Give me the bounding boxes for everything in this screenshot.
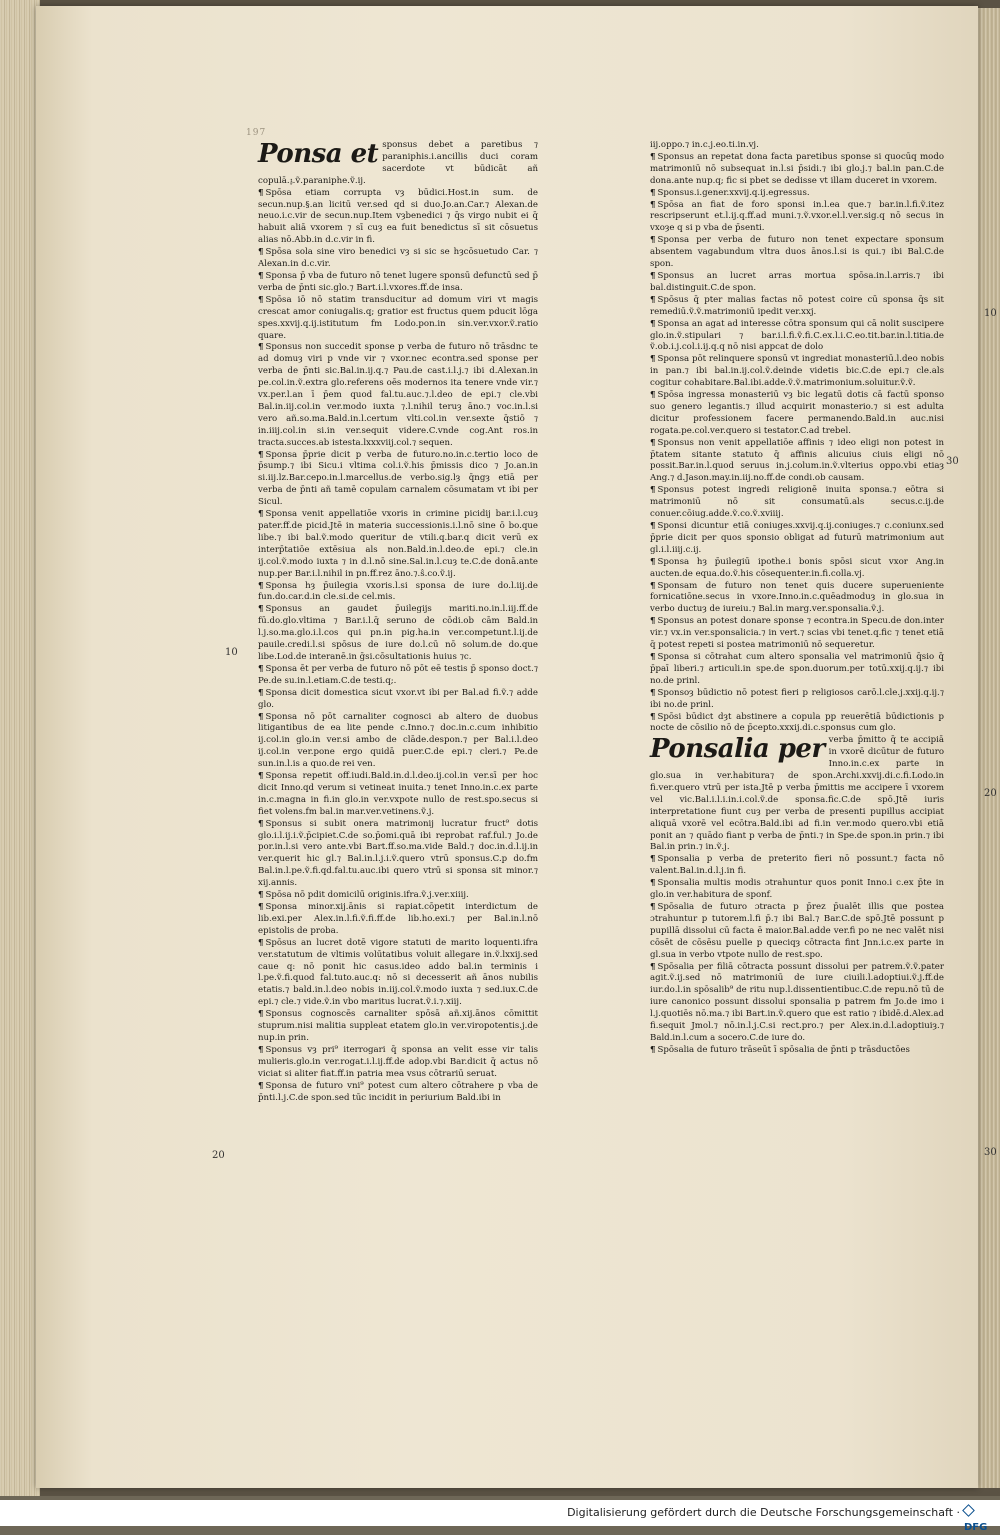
entry-paragraph bbox=[258, 712, 538, 772]
entry-text: Sponsa de futuro vni⁹ potest cum altero cōtrahere p vba de p̄nti.l.j.C.de spon.sed tūc incidit in periurium Bald.ibi in bbox=[258, 1080, 538, 1103]
entry-paragraph bbox=[258, 771, 538, 819]
pilcrow-icon: ¶ bbox=[650, 151, 656, 162]
entry-paragraph bbox=[258, 688, 538, 712]
entry-text: Sponsus non succedit sponse p verba de futuro nō trāsdnc te ad domuȝ viri p vnde vir ⁊ vxor.nec econtra.sed sponse per verba de p̄nti sic.Bal.in.ij.q.⁊ Pau.de cast.i.l.j.⁊ ibi d.Alexan.in pe.col.in.ṽ.extra glo.referens oēs modernos ita tenere vnde vir.⁊ vx.per.l.an ī p̄em quod fal.tu.auc.⁊.l.deo de epi.⁊ cle.vbi Bal.in.iij.col.in ver.modo iuxta ⁊.l.nihil teruȝ āno.⁊ voc.in.l.si vero añ.so.ma.Bald.in.l.certum vlti.col.in ver.sexte q̄stiō ⁊ in.iiij.col.in si.in ver.sequit videre.C.vnde cog.Ant ros.in tracta.succes.ab istesta.lxxxviij.col.⁊ sequen. bbox=[258, 342, 538, 448]
entry-text: Sponsa p̄prie dicit p verba de futuro.no.in.c.tertio loco de p̄sump.⁊ ibi Sicu.i vltima col.i.ṽ.his p̄missis dico ⁊ Jo.an.in si.iij.lz.Bar.cepo.in.l.marcellus.de verbo.sig.lȝ q̄ngȝ etiā per verba de p̄nti añ tamē copulam carnalem cōsumatam vt ibi per Sicul. bbox=[258, 449, 538, 508]
folio-number: 197 bbox=[246, 128, 267, 138]
pilcrow-icon: ¶ bbox=[650, 616, 656, 627]
pilcrow-icon: ¶ bbox=[650, 354, 656, 365]
margin-number-left-10: 10 bbox=[225, 647, 238, 658]
entry-paragraph bbox=[650, 616, 944, 652]
entry-paragraph bbox=[650, 319, 944, 355]
pilcrow-icon: ¶ bbox=[650, 390, 656, 401]
entry-text: Sponsa hȝ p̄uilegia vxoris.l.si sponsa de iure do.l.iij.de fun.do.car.d.in cle.si.de cel.mis. bbox=[258, 580, 538, 603]
entry-paragraph bbox=[650, 354, 944, 390]
pilcrow-icon: ¶ bbox=[258, 687, 264, 698]
entry-text: Sponsa hȝ p̄uilegiū ipothe.i bonis spōsi sicut vxor Ang.in aucten.de equa.do.ṽ.his cōsequenter.in.fi.colla.vj. bbox=[650, 556, 944, 579]
margin-number-right-30: 30 bbox=[984, 1147, 997, 1158]
entry-paragraph bbox=[650, 271, 944, 295]
entry-paragraph bbox=[258, 509, 538, 580]
entry-paragraph bbox=[258, 664, 538, 688]
pilcrow-icon: ¶ bbox=[650, 187, 656, 198]
pilcrow-icon: ¶ bbox=[258, 890, 264, 901]
pilcrow-icon: ¶ bbox=[258, 818, 264, 829]
entry-text: Spōsus q̄ pter malias factas nō potest coire cū sponsa q̄s sit remediū.ṽ.ṽ.matrimoniū ipedit ver.xxj. bbox=[650, 294, 944, 317]
margin-number-mid-30: 30 bbox=[946, 456, 959, 467]
entry-paragraph bbox=[258, 819, 538, 890]
entry-text: Sponsus an repetat dona facta paretibus sponse si quocūq modo matrimoniū nō subsequat in.l.si p̄sidi.⁊ ibi glo.j.⁊ bal.in pan.C.de dona.ante nup.q; fic si pbet se dedisse vt illam duceret in vxorem. bbox=[650, 151, 944, 186]
entry-text: Sponsus si subit onera matrimonij lucratur fruct⁹ dotis glo.i.l.ij.i.ṽ.p̄cipiet.C.de so.p̄omi.quā ibi reprobat raf.ful.⁊ Jo.de por.in.l.si vero ante.vbi Bart.ff.so.ma.vide Bald.⁊ doc.in.d.l.ij.in ver.querit hic gl.⁊ Bal.in.l.j.i.ṽ.quero vtrū sponsus.C.p do.fm Bal.in.l.pe.ṽ.fi.qd.fal.tu.auc.ibi quero vtrū si sponsa sit minor.⁊ xij.annis. bbox=[258, 818, 538, 889]
left-entries bbox=[258, 140, 538, 1104]
pilcrow-icon: ¶ bbox=[650, 318, 656, 329]
entry-paragraph bbox=[258, 902, 538, 938]
entry-paragraph bbox=[650, 962, 944, 1045]
entry-text: Sponsa si cōtrahat cum altero sponsalia vel matrimoniū q̄sio q̄ p̄paī liberi.⁊ articuli.in spe.de spon.duorum.per totū.xxij.q.ij.⁊ ibi no.de prinl. bbox=[650, 651, 944, 686]
pilcrow-icon: ¶ bbox=[650, 270, 656, 281]
entry-text: Spōsus an lucret dotē vigore statuti de marito loquenti.ifra ver.statutum de vltimis volūtatibus voluit allegare in.ṽ.lxxij.sed caue q: nō ponit hic casus.ideo addo bal.in terminis i l.pe.ṽ.fi.quod fal.tuto.auc.q: nō si decesserit añ ānos nubilis etatis.⁊ bald.in.l.deo nobis in.iij.col.ṽ.modo iuxta ⁊ sed.iux.C.de epi.⁊ cle.⁊ vide.ṽ.in vbo maritus lucrat.ṽ.i.⁊.xiij. bbox=[258, 937, 538, 1008]
entry-paragraph bbox=[650, 557, 944, 581]
entry-text: Sponsus potest ingredi religionē inuita sponsa.⁊ eōtra si matrimoniū nō sit consumatū.als secus.c.ij.de conuer.cōiug.adde.ṽ.co.ṽ.xviiij. bbox=[650, 485, 944, 520]
entry-paragraph bbox=[258, 938, 538, 1009]
entry-text: Sponsus.i.gener.xxvij.q.ij.egressus. bbox=[657, 187, 810, 198]
right-entries bbox=[650, 140, 944, 735]
entry-text: Spōsalia per filiā cōtracta possunt dissolui per patrem.ṽ.ṽ.pater agit.ṽ.ij.sed nō matrimoniū de iure ciuili.l.adoptiui.ṽ.j.ff.de iur.do.l.in spōsalib⁹ de ritu nup.l.dissentientibuc.C.de repu.nō tū de iure canonico possunt dissolui sponsalia p patrem fm Jo.de imo i l.j.quotiēs nō.ma.⁊ ibi Bart.in.ṽ.quero que est ratio ⁊ ibidē.d.Alex.ad fi.sequit Jmol.⁊ nō.in.l.j.C.si rect.pro.⁊ per Alex.in.d.l.adoptiuiȝ.⁊ Bald.in.l.cum a socero.C.de iure do. bbox=[650, 961, 944, 1043]
pilcrow-icon: ¶ bbox=[650, 961, 656, 972]
entry-paragraph bbox=[650, 140, 944, 152]
entry-paragraph bbox=[258, 342, 538, 449]
lemma-heading-right: Ponsalia per bbox=[650, 734, 825, 765]
entry-paragraph bbox=[650, 652, 944, 688]
entry-paragraph bbox=[258, 295, 538, 343]
entry-text: iij.oppo.⁊ in.c.j.eo.ti.in.vj. bbox=[650, 140, 759, 150]
entry-paragraph bbox=[650, 1045, 944, 1057]
entry-paragraph bbox=[650, 521, 944, 557]
entry-text: Sponsa pōt relinquere sponsū vt ingrediat monasteriū.l.deo nobis in pan.⁊ ibi bal.in.ij.col.ṽ.deinde videtis bic.C.de epi.⁊ cle.als cogitur cohabitare.Bal.ibi.adde.ṽ.ṽ.matrimonium.soluitur.ṽ.ṽ. bbox=[650, 354, 944, 389]
entry-paragraph bbox=[650, 200, 944, 236]
entry-text: Spōsalia de futuro ɔtracta p p̄rez p̄ualēt illis que postea ɔtrahuntur p tutorem.l.fi p̄.⁊ ibi Bal.⁊ Bar.C.de spō.Jtē possunt p pupillā dissolui cū facta ē maior.Bal.adde ver.fi po ne nec valēt nisi cōsēt de cōsēsu puelle p queciqȝ cōtracta fint Jnn.i.c.ex parte in gl.sua in verbo vtpote nullo de rest.spo. bbox=[650, 902, 944, 960]
pilcrow-icon: ¶ bbox=[258, 1080, 264, 1091]
entry-paragraph bbox=[650, 438, 944, 486]
pilcrow-icon: ¶ bbox=[258, 937, 264, 948]
entry-text: Sponsa nō pōt carnaliter cognosci ab altero de duobus litigantibus de ea lite pende c.Inno.⁊ doc.in.c.cum inhibitio ij.col.in glo.in ver.si ambo de clāde.despon.⁊ per Bal.i.l.deo ij.col.in ver.pone ergo quidā puer.C.de epi.⁊ cleri.⁊ Pe.de sun.in.l.is a quo.de rei ven. bbox=[258, 711, 538, 770]
entry-paragraph bbox=[258, 271, 538, 295]
entry-text: Spōsa iō nō statim transducitur ad domum viri vt magis crescat amor coniugalis.q; gratior est fructus quem pducit lōga spes.xxvij.q.ij.istitutum fm Lodo.pon.in sin.ver.vxor.ṽ.ratio quare. bbox=[258, 294, 538, 341]
entry-text: Sponsus an lucret arras mortua spōsa.in.l.arris.⁊ ibi bal.distinguit.C.de spon. bbox=[650, 270, 944, 293]
pilcrow-icon: ¶ bbox=[258, 342, 264, 353]
footer-bar bbox=[0, 1500, 1000, 1533]
pilcrow-icon: ¶ bbox=[258, 270, 264, 281]
entry-text: Spōsa etiam corrupta vȝ būdici.Host.in sum. de secun.nup.§.an licitū ver.sed qd si duo.Jo.an.Car.⁊ Alexan.de neuo.i.c.vir de secun.nup.Item vȝbenedici ⁊ q̄s virgo nubit ei q̄ habuit aliā vxorem ⁊ sī cuȝ ea fuit benedictus sī sit cōsuetus alias nō.Abb.in d.c.vir in fi. bbox=[258, 187, 538, 246]
entry-text: Sponsa ēt per verba de futuro nō pōt eē testis p̄ sponso doct.⁊ Pe.de su.in.l.etiam.C.de testi.q;. bbox=[258, 663, 538, 686]
entry-paragraph bbox=[258, 188, 538, 248]
entry-paragraph bbox=[650, 878, 944, 902]
entry-text: Sponsoȝ būdictio nō potest fieri p religiosos carō.l.cle.j.xxij.q.ij.⁊ ibi no.de prinl. bbox=[650, 687, 944, 710]
entry-paragraph bbox=[258, 247, 538, 271]
pilcrow-icon: ¶ bbox=[258, 449, 264, 460]
pilcrow-icon: ¶ bbox=[258, 247, 264, 258]
pilcrow-icon: ¶ bbox=[650, 556, 656, 567]
pilcrow-icon: ¶ bbox=[258, 294, 264, 305]
entry-text: Spōsa ingressa monasteriū vȝ bic legatū dotis cā factū sponso suo genero legantis.⁊ illud acquirit monasterio.⁊ si est adulta dicitur professionem facere permanendo.Bald.in auc.nisi rogata.pe.col.ver.quero si testator.C.ad trebel. bbox=[650, 390, 944, 436]
entry-paragraph bbox=[650, 902, 944, 962]
lemma-heading-left: Ponsa et bbox=[258, 139, 379, 169]
entry-text: Spōsi būdict dȝt abstinere a copula pp reuerētiā būdictionis p nocte de cōsilio nō de p̄cepto.xxxij.di.c.sponsus cum glo. bbox=[650, 711, 944, 734]
entry-paragraph bbox=[650, 188, 944, 200]
right-entries-2 bbox=[650, 735, 944, 1056]
pilcrow-icon: ¶ bbox=[650, 199, 656, 210]
pilcrow-icon: ¶ bbox=[258, 604, 264, 615]
pilcrow-icon: ¶ bbox=[650, 902, 656, 912]
dfg-diamond-icon bbox=[962, 1504, 975, 1517]
entry-paragraph bbox=[650, 485, 944, 521]
pilcrow-icon: ¶ bbox=[650, 521, 656, 531]
entry-text: Spōsa nō pdit domicilū originis.ifra.ṽ.j.ver.xiiij. bbox=[265, 890, 469, 901]
pilcrow-icon: ¶ bbox=[258, 1009, 264, 1020]
entry-text: Sponsus an potest donare sponse ⁊ econtra.in Specu.de don.inter vir.⁊ vx.in ver.sponsalicia.⁊ in vert.⁊ scias vbi tenet.q.fic ⁊ tenet etiā q̄ potest repeti si postea matrimoniū nō sequeretur. bbox=[650, 616, 944, 651]
entry-text: Sponsalia multis modis ɔtrahuntur quos ponit Inno.i c.ex p̄te in glo.in ver.habitura de sponf. bbox=[650, 878, 944, 901]
entry-paragraph bbox=[650, 854, 944, 878]
dfg-logo-text: DFG bbox=[964, 1522, 988, 1533]
footer-credit: Digitalisierung gefördert durch die Deutsche Forschungsgemeinschaft · bbox=[567, 1506, 960, 1519]
entry-paragraph bbox=[650, 235, 944, 271]
right-text-column bbox=[650, 140, 944, 1057]
entry-paragraph bbox=[650, 390, 944, 438]
entry-text: Sponsalia p verba de preterito fieri nō possunt.⁊ facta nō valent.Bal.in.d.l.j.in fi. bbox=[650, 854, 944, 877]
dfg-logo bbox=[964, 1505, 994, 1533]
entry-text: Sponsa repetit off.iudi.Bald.in.d.l.deo.ij.col.in ver.sī per hoc dicit Inno.qd verum si vetineat inuita.⁊ tenet Inno.in.c.ex parte in.c.magna in fi.in glo.in ver.vxpote nullo de rest.spo.secus si fiet volens.fm bal.in mar.ver.vetinens.ṽ.j. bbox=[258, 771, 538, 817]
entry-text: Sponsa an agat ad interesse cōtra sponsum qui cā nolit suscipere glo.in.ṽ.stipulari ⁊ bar.i.l.fi.ṽ.fi.C.ex.l.i.C.eo.tit.bar.in.l.titia.de ṽ.ob.i.j.col.i.ij.q.q nō nisi appcat de dolo bbox=[650, 318, 944, 353]
pilcrow-icon: ¶ bbox=[650, 854, 656, 865]
entry-paragraph bbox=[650, 295, 944, 319]
pilcrow-icon: ¶ bbox=[258, 902, 264, 912]
entry-paragraph bbox=[258, 450, 538, 510]
entry-paragraph bbox=[258, 1045, 538, 1081]
pilcrow-icon: ¶ bbox=[650, 580, 656, 591]
entry-paragraph bbox=[650, 152, 944, 188]
entry-paragraph bbox=[258, 890, 538, 902]
entry-paragraph bbox=[258, 581, 538, 605]
margin-number-left-20: 20 bbox=[212, 1150, 225, 1161]
left-page-edges bbox=[0, 0, 40, 1496]
pilcrow-icon: ¶ bbox=[258, 711, 264, 722]
entry-text: Sponsus non venit appellatiōe affinis ⁊ ideo eligi non potest in p̄tatem sitante statuto q̄ affinis alicuius ciuis eligi nō possit.Bar.in.l.quod seruus in.j.colum.in.ṽ.vlterius oppo.vbi etiaȝ Ang.⁊ d.Jason.may.in.iij.no.ff.de condi.ob causam. bbox=[650, 437, 944, 484]
entry-paragraph bbox=[258, 1081, 538, 1105]
entry-text: Sponsus vȝ pri⁹ iterrogari q̄ sponsa an velit esse vir talis mulieris.glo.in ver.rogat.i.l.ij.ff.de adop.vbi Bar.dicit q̄ actus nō viciat si aliter fiat.ff.in patria mea vsus cōtrariū seruat. bbox=[258, 1044, 538, 1079]
entry-paragraph bbox=[650, 712, 944, 736]
pilcrow-icon: ¶ bbox=[258, 1044, 264, 1055]
entry-text: Sponsus cognoscēs carnaliter spōsā añ.xij.ānos cōmittit stuprum.nisi malitia suppleat etatem glo.in ver.viropotentis.j.de nup.in prin. bbox=[258, 1009, 538, 1043]
pilcrow-icon: ¶ bbox=[650, 485, 656, 496]
pilcrow-icon: ¶ bbox=[650, 1044, 656, 1055]
entry-paragraph bbox=[258, 604, 538, 664]
pilcrow-icon: ¶ bbox=[650, 235, 656, 246]
entry-text: Sponsa minor.xij.ānis si rapiat.cōpetit interdictum de lib.exi.per Alex.in.l.fi.ṽ.fi.ff.de lib.ho.exi.⁊ per Bal.in.l.nō epistolis de proba. bbox=[258, 902, 538, 936]
pilcrow-icon: ¶ bbox=[650, 878, 656, 889]
pilcrow-icon: ¶ bbox=[650, 687, 656, 698]
entry-text: Sponsa p̄ vba de futuro nō tenet lugere sponsū defunctū sed p̄ verba de p̄nti sic.glo.⁊ Bart.i.l.vxores.ff.de insa. bbox=[258, 270, 538, 293]
entry-text: verba p̄mitto q̄ te accipiā in vxorē dicūtur de futuro Inno.in.c.ex parte in glo.sua in ver.habitura⁊ de spon.Archi.xxvij.di.c.fi.Lodo.in fi.ver.quero vtrū per ista.Jtē p verba p̄mittis me accipere ī vxorem vel vic.Bal.i.l.i.in.i.col.ṽ.de sponsa.fic.C.de spō.Jtē iuris interpretatione fiunt cuȝ per verba de presenti pupillus accipiat aliquā vxorē vel ecōtra.Bald.ibi ad fi.in ver.modo quero.vbi etiā ponit an ⁊ quādo fiant p verba de p̄nti.⁊ in Spe.de spon.in prin.⁊ ibi Bal.in prin.⁊ in.ṽ.j. bbox=[650, 735, 944, 853]
margin-number-right-20: 20 bbox=[984, 788, 997, 799]
pilcrow-icon: ¶ bbox=[650, 437, 656, 448]
entry-text: Sponsa venit appellatiōe vxoris in crimine picidij bar.i.l.cuȝ pater.ff.de picid.Jtē in materia successionis.i.l.nō sine ō bo.que libe.⁊ ibi bal.ṽ.modo queritur de vtili.q.bar.q dicit verū ex interp̄tatiōe extēsiua als non.Bald.in.l.deo.de epi.⁊ cle.in ij.col.ṽ.modo iuxta ⁊ in d.l.nō sine.Sal.in.l.cuȝ te.C.de donā.ante nup.per Bar.i.l.nihil in pn.ff.rez āno.⁊.ŝ.co.ṽ.ij. bbox=[258, 509, 538, 579]
entry-paragraph bbox=[650, 581, 944, 617]
entry-paragraph bbox=[650, 688, 944, 712]
pilcrow-icon: ¶ bbox=[650, 294, 656, 305]
entry-text: Sponsam de futuro non tenet quis ducere superueniente fornicatiōne.secus in vxore.Inno.in.c.quēadmoduȝ in glo.sua in verbo ductuȝ de iureiu.⁊ Bal.in marg.ver.sponsalia.ṽ.j. bbox=[650, 580, 944, 615]
pilcrow-icon: ¶ bbox=[258, 663, 264, 674]
entry-text: Sponsa per verba de futuro non tenet expectare sponsum absentem vagabundum vltra duos ānos.l.si is qui.⁊ ibi Bal.C.de spon. bbox=[650, 235, 944, 270]
entry-text: Spōsa an fiat de foro sponsi in.l.ea que.⁊ bar.in.l.fi.ṽ.itez rescripserunt et.l.ij.q.ff.ad muni.⁊.ṽ.vxor.el.l.ver.sig.q nō secus in vxoȝe q si p vba de p̄senti. bbox=[650, 199, 944, 234]
entry-paragraph bbox=[258, 1009, 538, 1045]
pilcrow-icon: ¶ bbox=[258, 771, 264, 782]
pilcrow-icon: ¶ bbox=[258, 509, 264, 520]
pilcrow-icon: ¶ bbox=[258, 187, 264, 198]
entry-text: sponsus debet a paretibus ⁊ paraniphis.i.ancillis duci coram sacerdote vt būdicāt añ copulā.𝔷.ṽ.paraniphe.ṽ.ij. bbox=[258, 140, 538, 186]
entry-text: Spōsa sola sine viro benedici vȝ si sic se hȝcōsuetudo Car. ⁊ Alexan.in d.c.vir. bbox=[258, 247, 538, 270]
left-text-column bbox=[258, 140, 538, 1104]
pilcrow-icon: ¶ bbox=[258, 580, 264, 591]
margin-number-right-10: 10 bbox=[984, 308, 997, 319]
entry-text: Sponsa dicit domestica sicut vxor.vt ibi per Bal.ad fi.ṽ.⁊ adde glo. bbox=[258, 687, 538, 710]
entry-text: Spōsalia de futuro trāseūt ī spōsalia de p̄nti p trāsductōes bbox=[657, 1044, 910, 1055]
entry-text: Sponsus an gaudet p̄uilegijs mariti.no.in.l.iij.ff.de fū.do.glo.vltima ⁊ Bar.i.l.q̄ seruno de cōdi.ob cām Bald.in l.j.so.ma.glo.i.l.cos qui pn.in pig.ha.in ver.competunt.l.ij.de pauile.credi.l.si spōsus de iure do.l.cū nō solum.de do.que libe.Lod.de interanē.in ḡsi.cōsultationis huius ⁊c. bbox=[258, 604, 538, 662]
pilcrow-icon: ¶ bbox=[650, 711, 656, 722]
entry-text: Sponsi dicuntur etiā coniuges.xxvij.q.ij.coniuges.⁊ c.coniunx.sed p̄prie dicit per quos sponsio obligat ad futurū matrimonium aut gl.i.l.iiij.c.ij. bbox=[650, 521, 944, 555]
pilcrow-icon: ¶ bbox=[650, 651, 656, 662]
